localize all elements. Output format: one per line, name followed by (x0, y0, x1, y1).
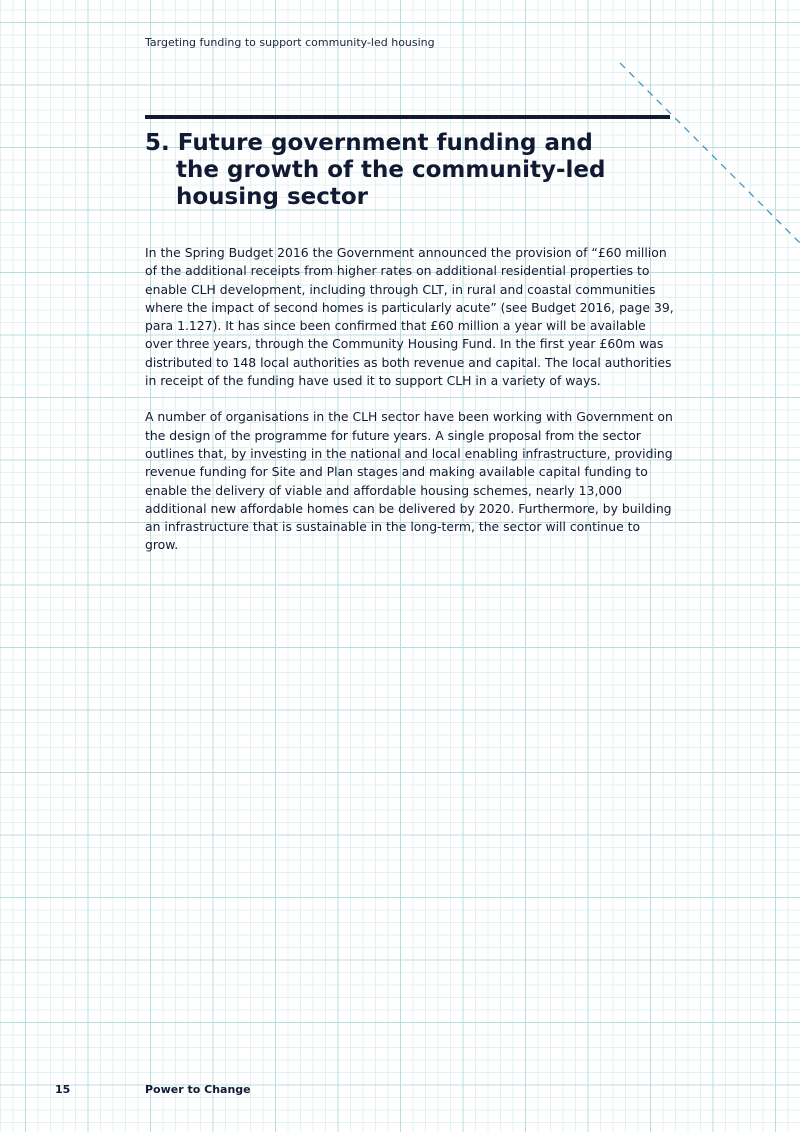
heading-line-1 (145, 130, 685, 157)
footer-publication-title: Power to Change (145, 1083, 251, 1096)
heading-rule (145, 115, 670, 119)
running-header: Targeting funding to support community-led housing (145, 36, 435, 49)
paragraph-2: A number of organisations in the CLH sector have been working with Government on the design of the programme for future years. A single proposal from the sector outlines that, by investing in the national and local enabling infrastructure, providing revenue funding for Site and Plan stages and making available capital funding to enable the delivery of viable and affordable housing schemes, nearly 13,000 additional new affordable homes can be delivered by 2020. Furthermore, by building an infrastructure that is sustainable in the long-term, the sector will continue to grow. (145, 409, 673, 553)
page-number: 15 (55, 1083, 71, 1096)
heading-line-2: the growth of the community-led (176, 157, 606, 183)
section-number: 5. (145, 130, 170, 156)
heading-text-1: Future government funding and (177, 130, 593, 156)
heading-line-3: housing sector (176, 184, 369, 210)
body-text (145, 244, 675, 573)
paragraph-1: In the Spring Budget 2016 the Government announced the provision of “£60 million of the additional receipts from higher rates on additional residential properties to enable CLH development, including through CLT, in rural and coastal communities where the impact of second homes is particularly acute” (see Budget 2016, page 39, para 1.127). It has since been confirmed that £60 million a year will be available over three years, through the Community Housing Fund. In the first year £60m was distributed to 148 local authorities as both revenue and capital. The local authorities in receipt of the funding have used it to support CLH in a variety of ways. (145, 245, 674, 389)
section-heading (145, 130, 685, 211)
